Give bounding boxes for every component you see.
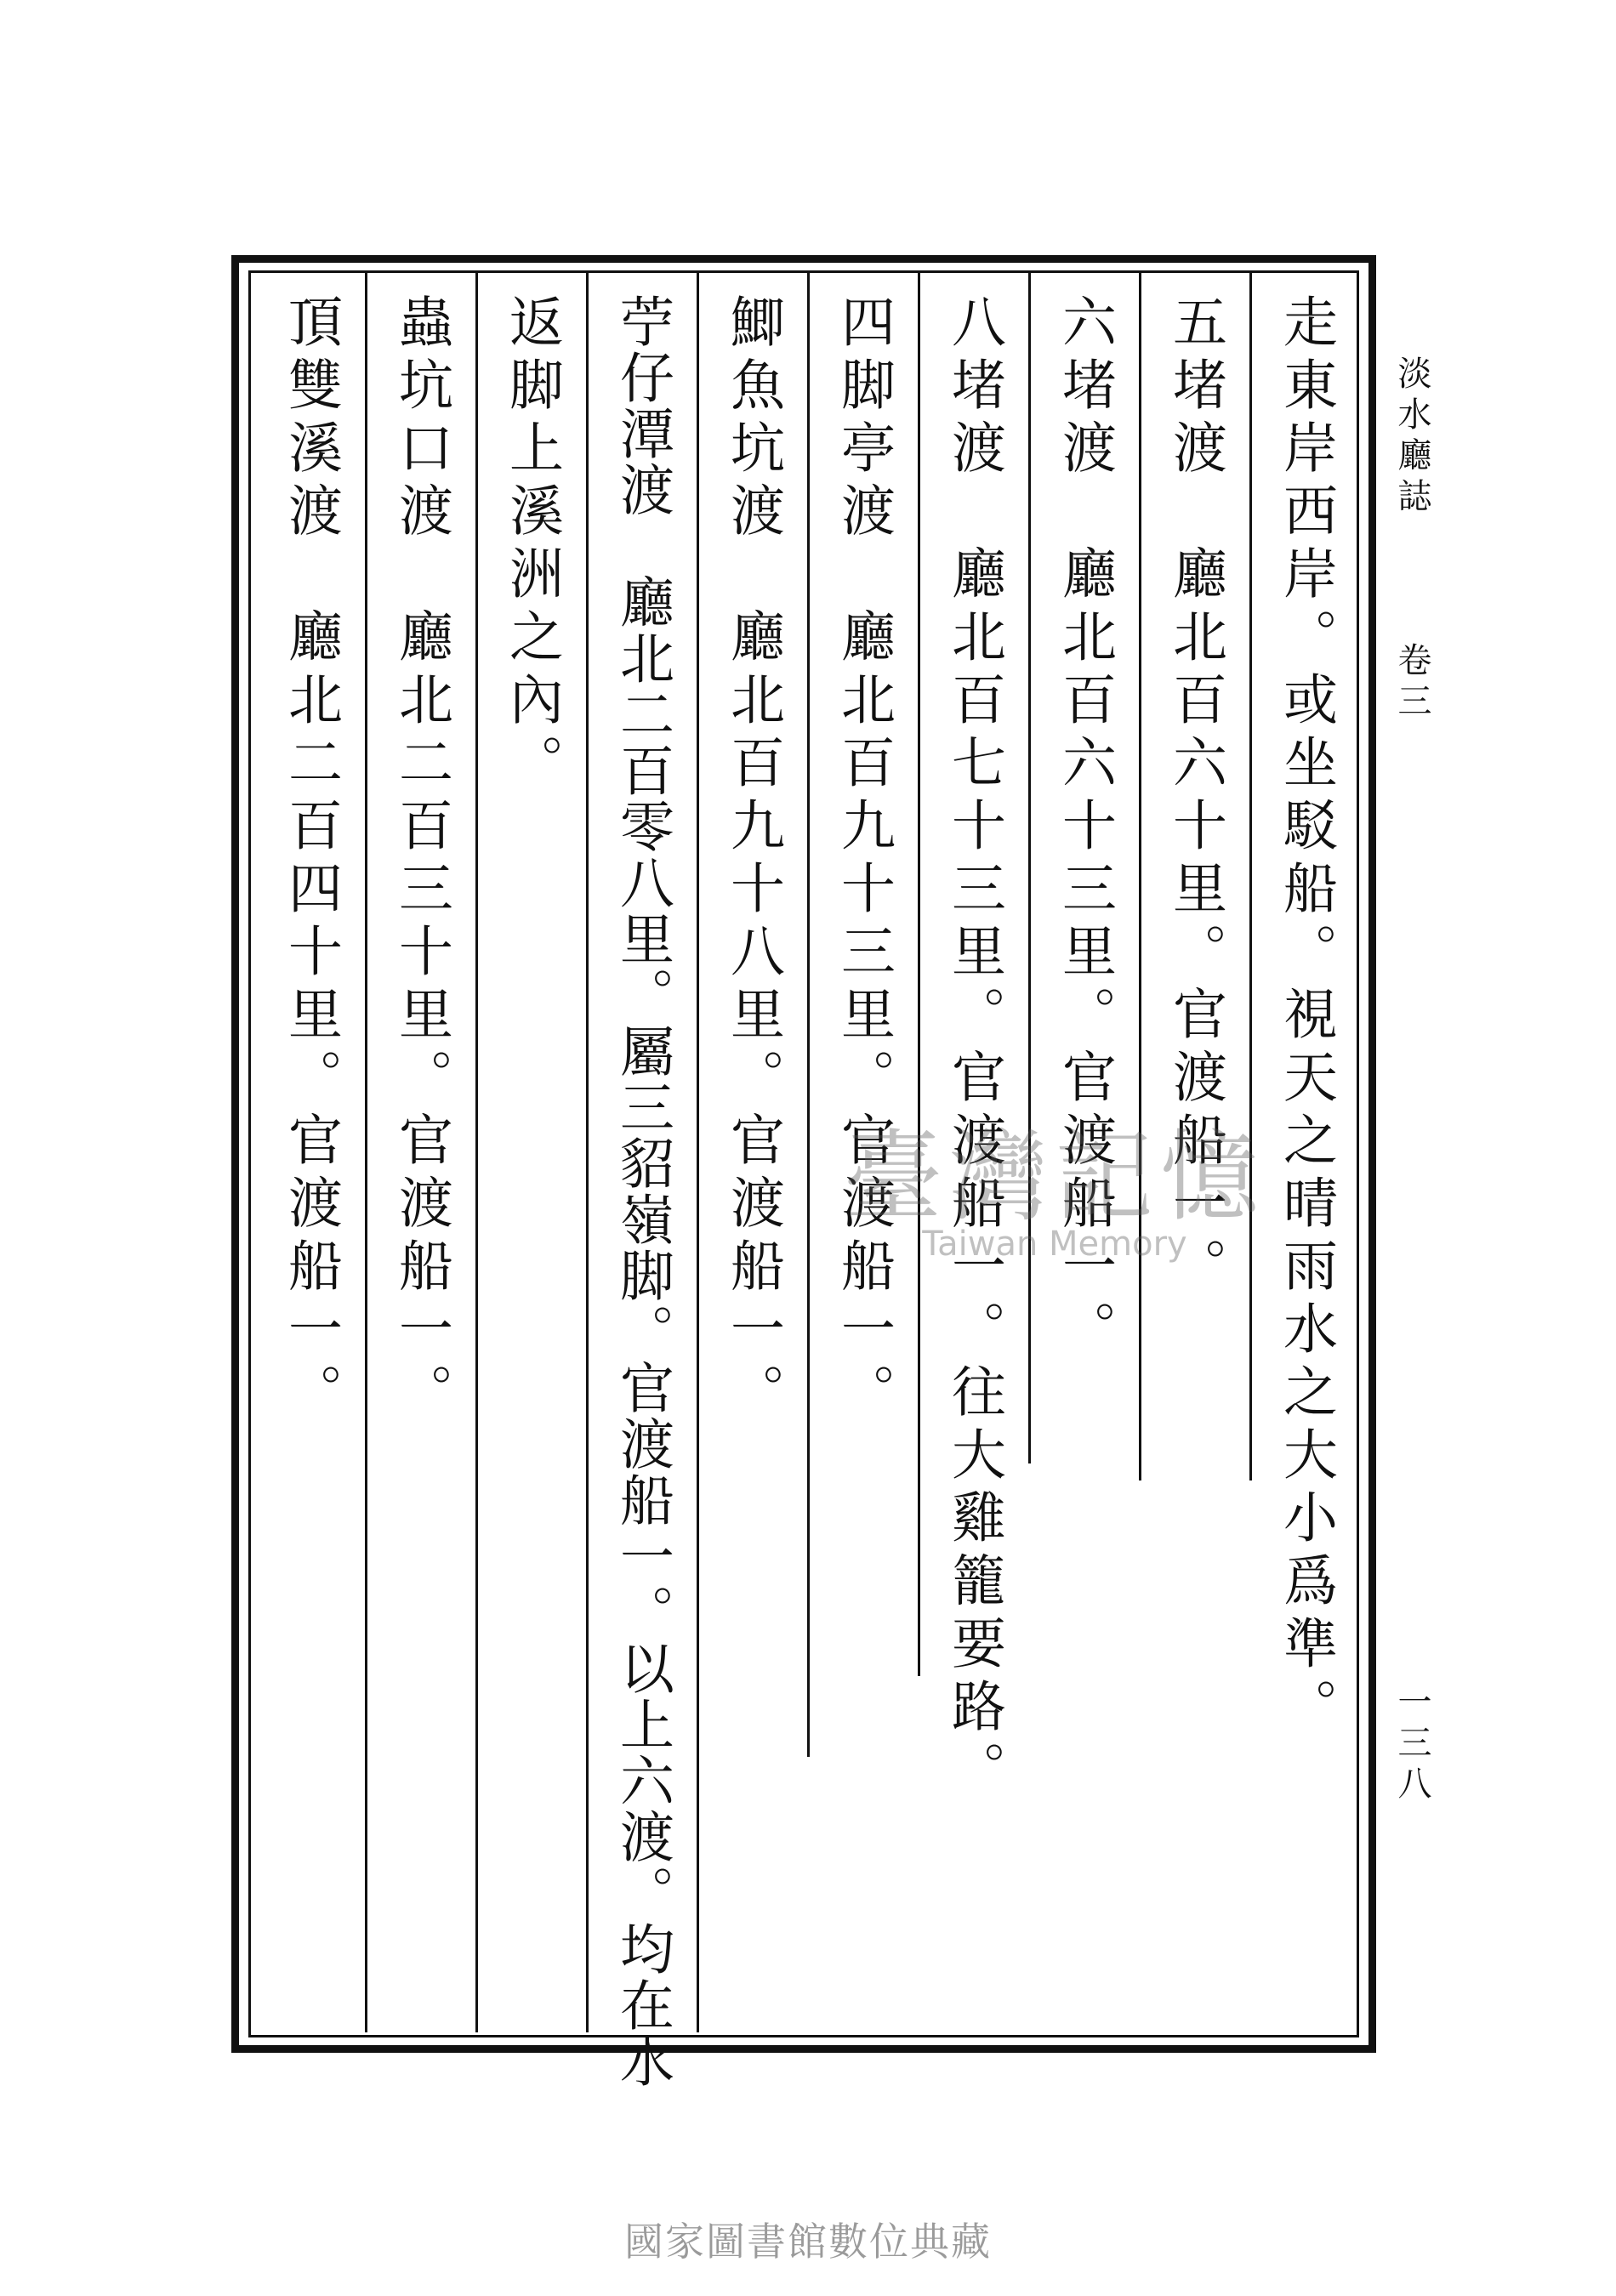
text-column-1	[1250, 293, 1361, 1741]
text-column-8	[476, 293, 587, 797]
running-head-title: 淡水廳誌	[1392, 355, 1431, 519]
column-text: 頂雙溪渡 廳北二百四十里。官渡船一。	[279, 293, 342, 1426]
running-head-volume: 卷三	[1392, 642, 1431, 724]
text-column-4	[919, 293, 1029, 1804]
column-text: 返脚上溪洲之內。	[500, 293, 563, 797]
watermark	[834, 1122, 1276, 1264]
column-text: 八堵渡 廳北百七十三里。官渡船一。往大雞籠要路。	[942, 293, 1005, 1804]
footer-credit: 國家圖書館數位典藏	[624, 2219, 992, 2265]
column-text: 走東岸西岸。或坐駁船。視天之晴雨水之大小爲準。	[1274, 293, 1337, 1741]
column-text: 六堵渡 廳北百六十三里。官渡船一。	[1053, 293, 1116, 1363]
column-text: 五堵渡 廳北百六十里。官渡船一。	[1164, 293, 1226, 1300]
watermark-en: Taiwan Memory	[922, 1225, 1187, 1264]
text-column-6	[697, 293, 808, 1426]
text-column-9	[366, 293, 476, 1426]
column-text: 四脚亭渡 廳北百九十三里。官渡船一。	[832, 293, 895, 1426]
watermark-cjk: 臺灣記憶	[844, 1120, 1266, 1235]
text-column-7	[587, 293, 697, 2089]
column-text: 鯽魚坑渡 廳北百九十八里。官渡船一。	[721, 293, 784, 1426]
column-text: 苧仔潭渡 廳北二百零八里。屬三貂嶺脚。官渡船一。以上六渡。均在水	[611, 293, 674, 2089]
column-text: 蟲坑口渡 廳北二百三十里。官渡船一。	[390, 293, 452, 1426]
page-number: 一三八	[1392, 1684, 1431, 1806]
text-column-10	[255, 293, 366, 1426]
